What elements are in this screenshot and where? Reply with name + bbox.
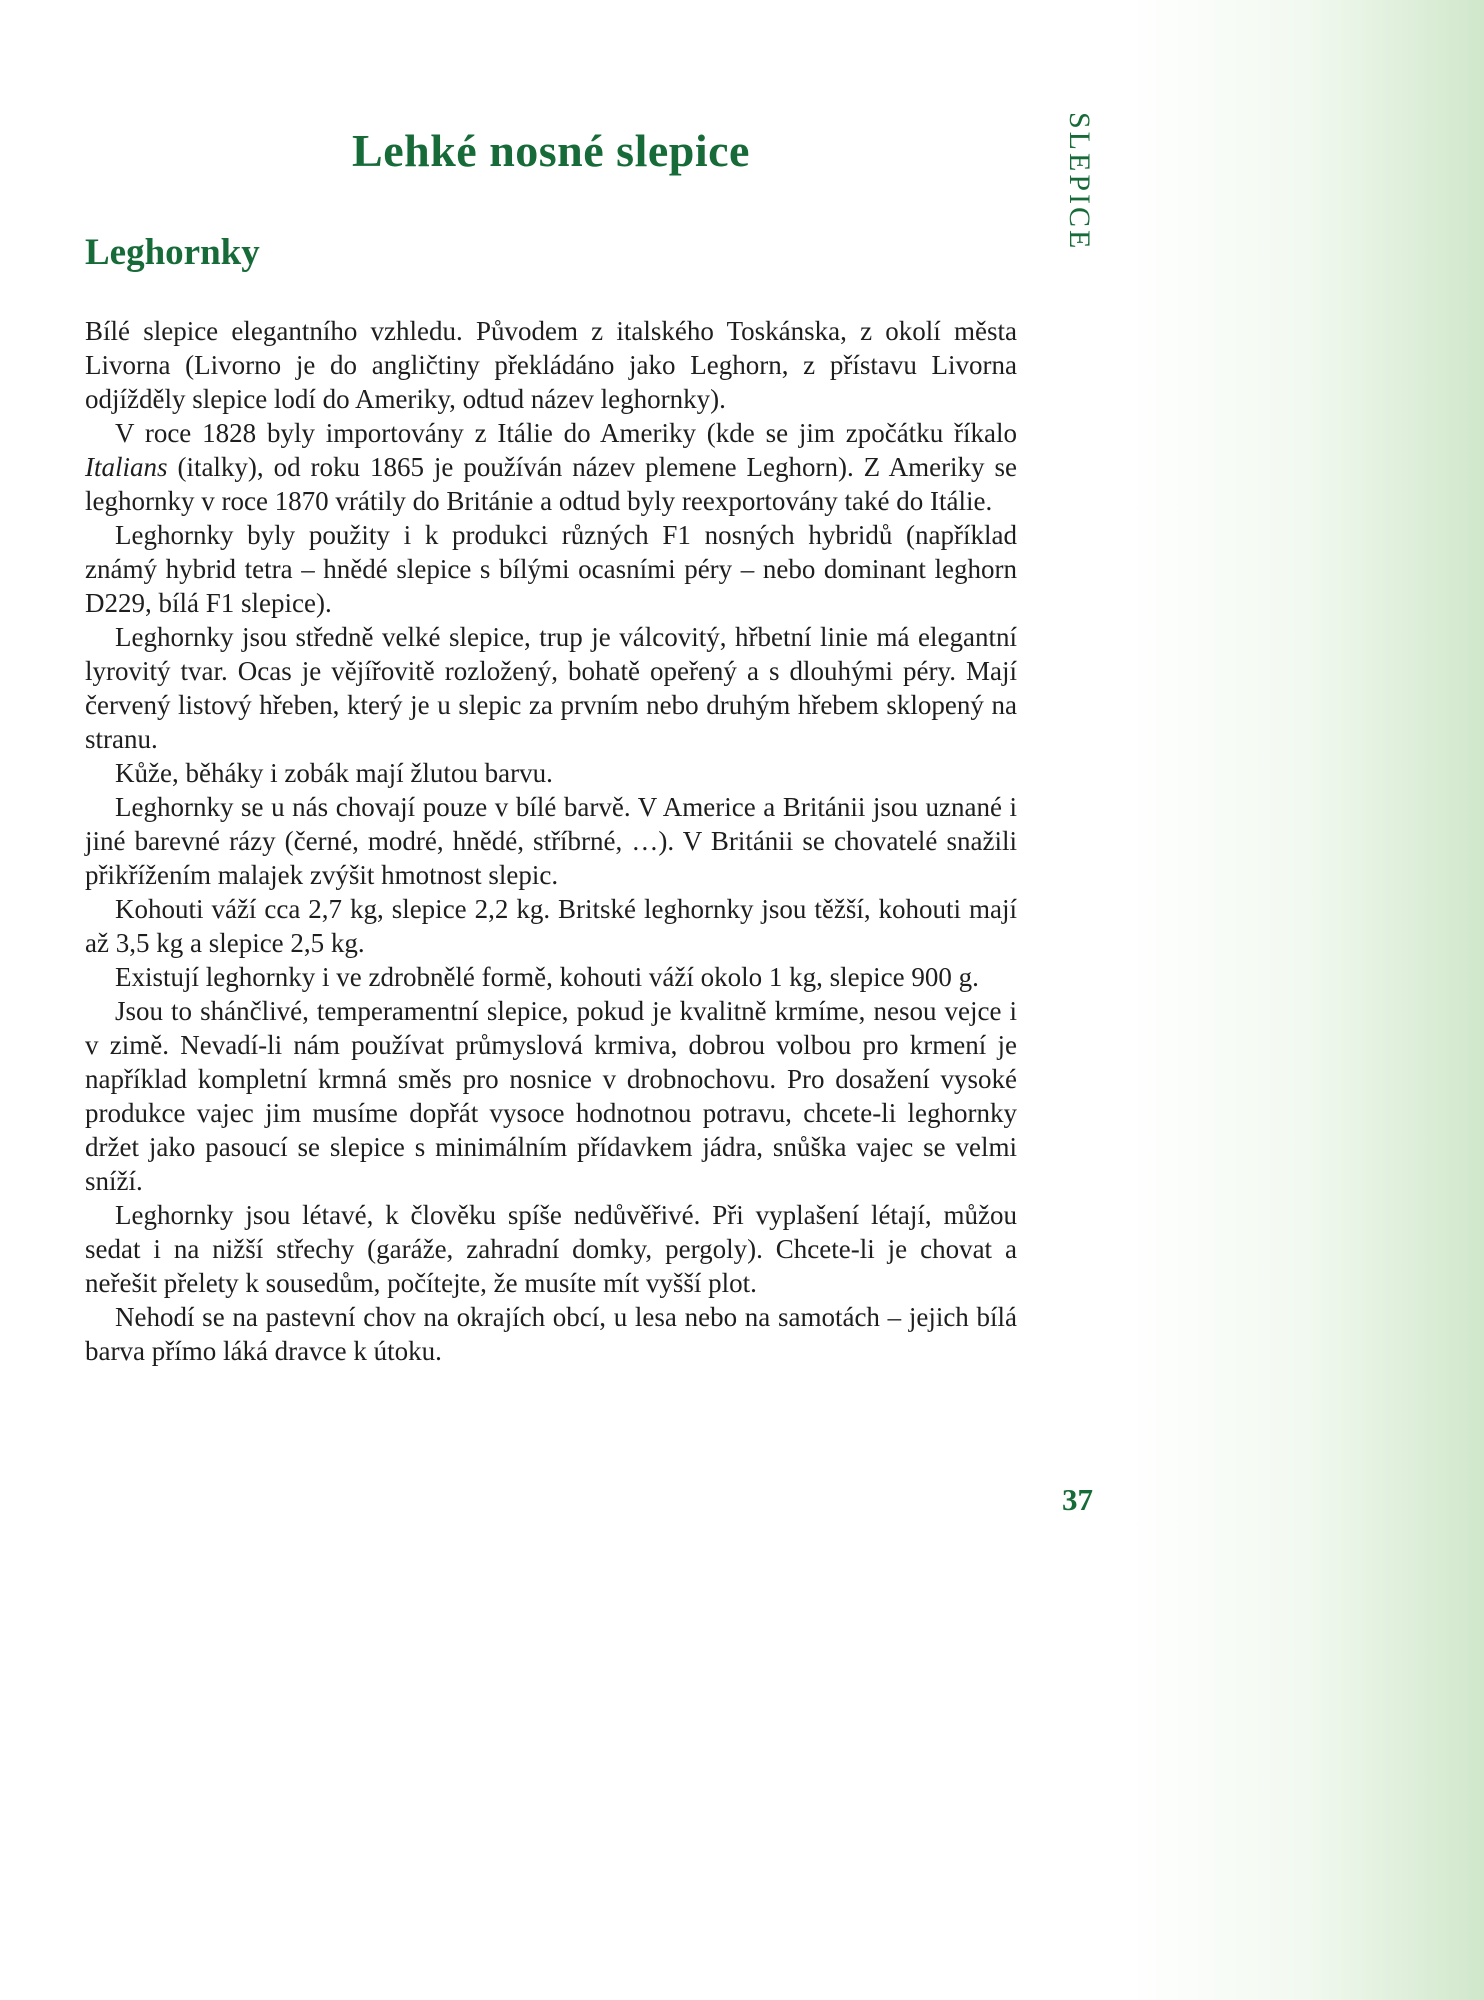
text-column xyxy=(85,0,1017,1368)
text-run: Nehodí se na pastevní chov na okrajích obcí, u lesa nebo na samotách – jejich bílá barva přímo láká dravce k útoku. xyxy=(85,1302,1017,1367)
text-run: Bílé slepice elegantního vzhledu. Původem z italského Toskánska, z okolí města Livorna (Livorno je do angličtiny překládáno jako Leghorn, z přístavu Livorna odjížděly slepice lodí do Ameriky, odtud název leghornky). xyxy=(85,316,1017,415)
paragraph xyxy=(85,1198,1017,1300)
paragraph xyxy=(85,1300,1017,1368)
page-number: 37 xyxy=(1062,1482,1093,1517)
text-run: Leghornky jsou létavé, k člověku spíše nedůvěřivé. Při vyplašení létají, můžou sedat i na nižší střechy (garáže, zahradní domky, pergoly). Chcete-li je chovat a neřešit přelety k sousedům, počítejte, že musíte mít vyšší plot. xyxy=(85,1200,1017,1299)
paragraph xyxy=(85,756,1017,790)
text-run: Kohouti váží cca 2,7 kg, slepice 2,2 kg. Britské leghornky jsou těžší, kohouti mají až 3,5 kg a slepice 2,5 kg. xyxy=(85,894,1017,959)
italic-text-run: Italians xyxy=(85,452,168,483)
text-run: Kůže, běháky i zobák mají žlutou barvu. xyxy=(115,758,553,789)
text-run: Jsou to shánčlivé, temperamentní slepice, pokud je kvalitně krmíme, nesou vejce i v zimě. Nevadí-li nám používat průmyslová krmiva, dobrou volbou pro krmení je například kompletní krmná směs pro nosnice v drobnochovu. Pro dosažení vysoké produkce vajec jim musíme dopřát vysoce hodnotnou potravu, chcete-li leghornky držet jako pasoucí se slepice s minimálním přídavkem jádra, snůška vajec se velmi sníží. xyxy=(85,996,1017,1197)
section-heading: Leghornky xyxy=(85,232,260,273)
text-run: V roce 1828 byly importovány z Itálie do Ameriky (kde se jim zpočátku říkalo xyxy=(115,418,1017,449)
paragraph xyxy=(85,416,1017,518)
paragraph xyxy=(85,960,1017,994)
text-run: (italky), od roku 1865 je používán název plemene Leghorn). Z Ameriky se leghornky v roce 1870 vrátily do Británie a odtud byly reexportovány také do Itálie. xyxy=(85,452,1017,517)
paragraph xyxy=(85,790,1017,892)
text-run: Leghornky jsou středně velké slepice, trup je válcovitý, hřbetní linie má elegantní lyrovitý tvar. Ocas je vějířovitě rozložený, bohatě opeřený a s dlouhými péry. Mají červený listový hřeben, který je u slepic za prvním nebo druhým hřebem sklopený na stranu. xyxy=(85,622,1017,755)
text-run: Leghornky byly použity i k produkci různých F1 nosných hybridů (například známý hybrid tetra – hnědé slepice s bílými ocasními péry – nebo dominant leghorn D229, bílá F1 slepice). xyxy=(85,520,1017,619)
paragraph xyxy=(85,994,1017,1198)
text-run: Existují leghornky i ve zdrobnělé formě, kohouti váží okolo 1 kg, slepice 900 g. xyxy=(115,962,979,993)
paragraph xyxy=(85,620,1017,756)
page-title: Lehké nosné slepice xyxy=(352,125,750,176)
body-text xyxy=(85,314,1017,1368)
paragraph xyxy=(85,518,1017,620)
text-run: Leghornky se u nás chovají pouze v bílé barvě. V Americe a Británii jsou uznané i jiné barevné rázy (černé, modré, hnědé, stříbrné, …). V Británii se chovatelé snažili přikřížením malajek zvýšit hmotnost slepic. xyxy=(85,792,1017,891)
chapter-side-tab: SLEPICE xyxy=(1063,112,1096,252)
paragraph xyxy=(85,314,1017,416)
paragraph xyxy=(85,892,1017,960)
